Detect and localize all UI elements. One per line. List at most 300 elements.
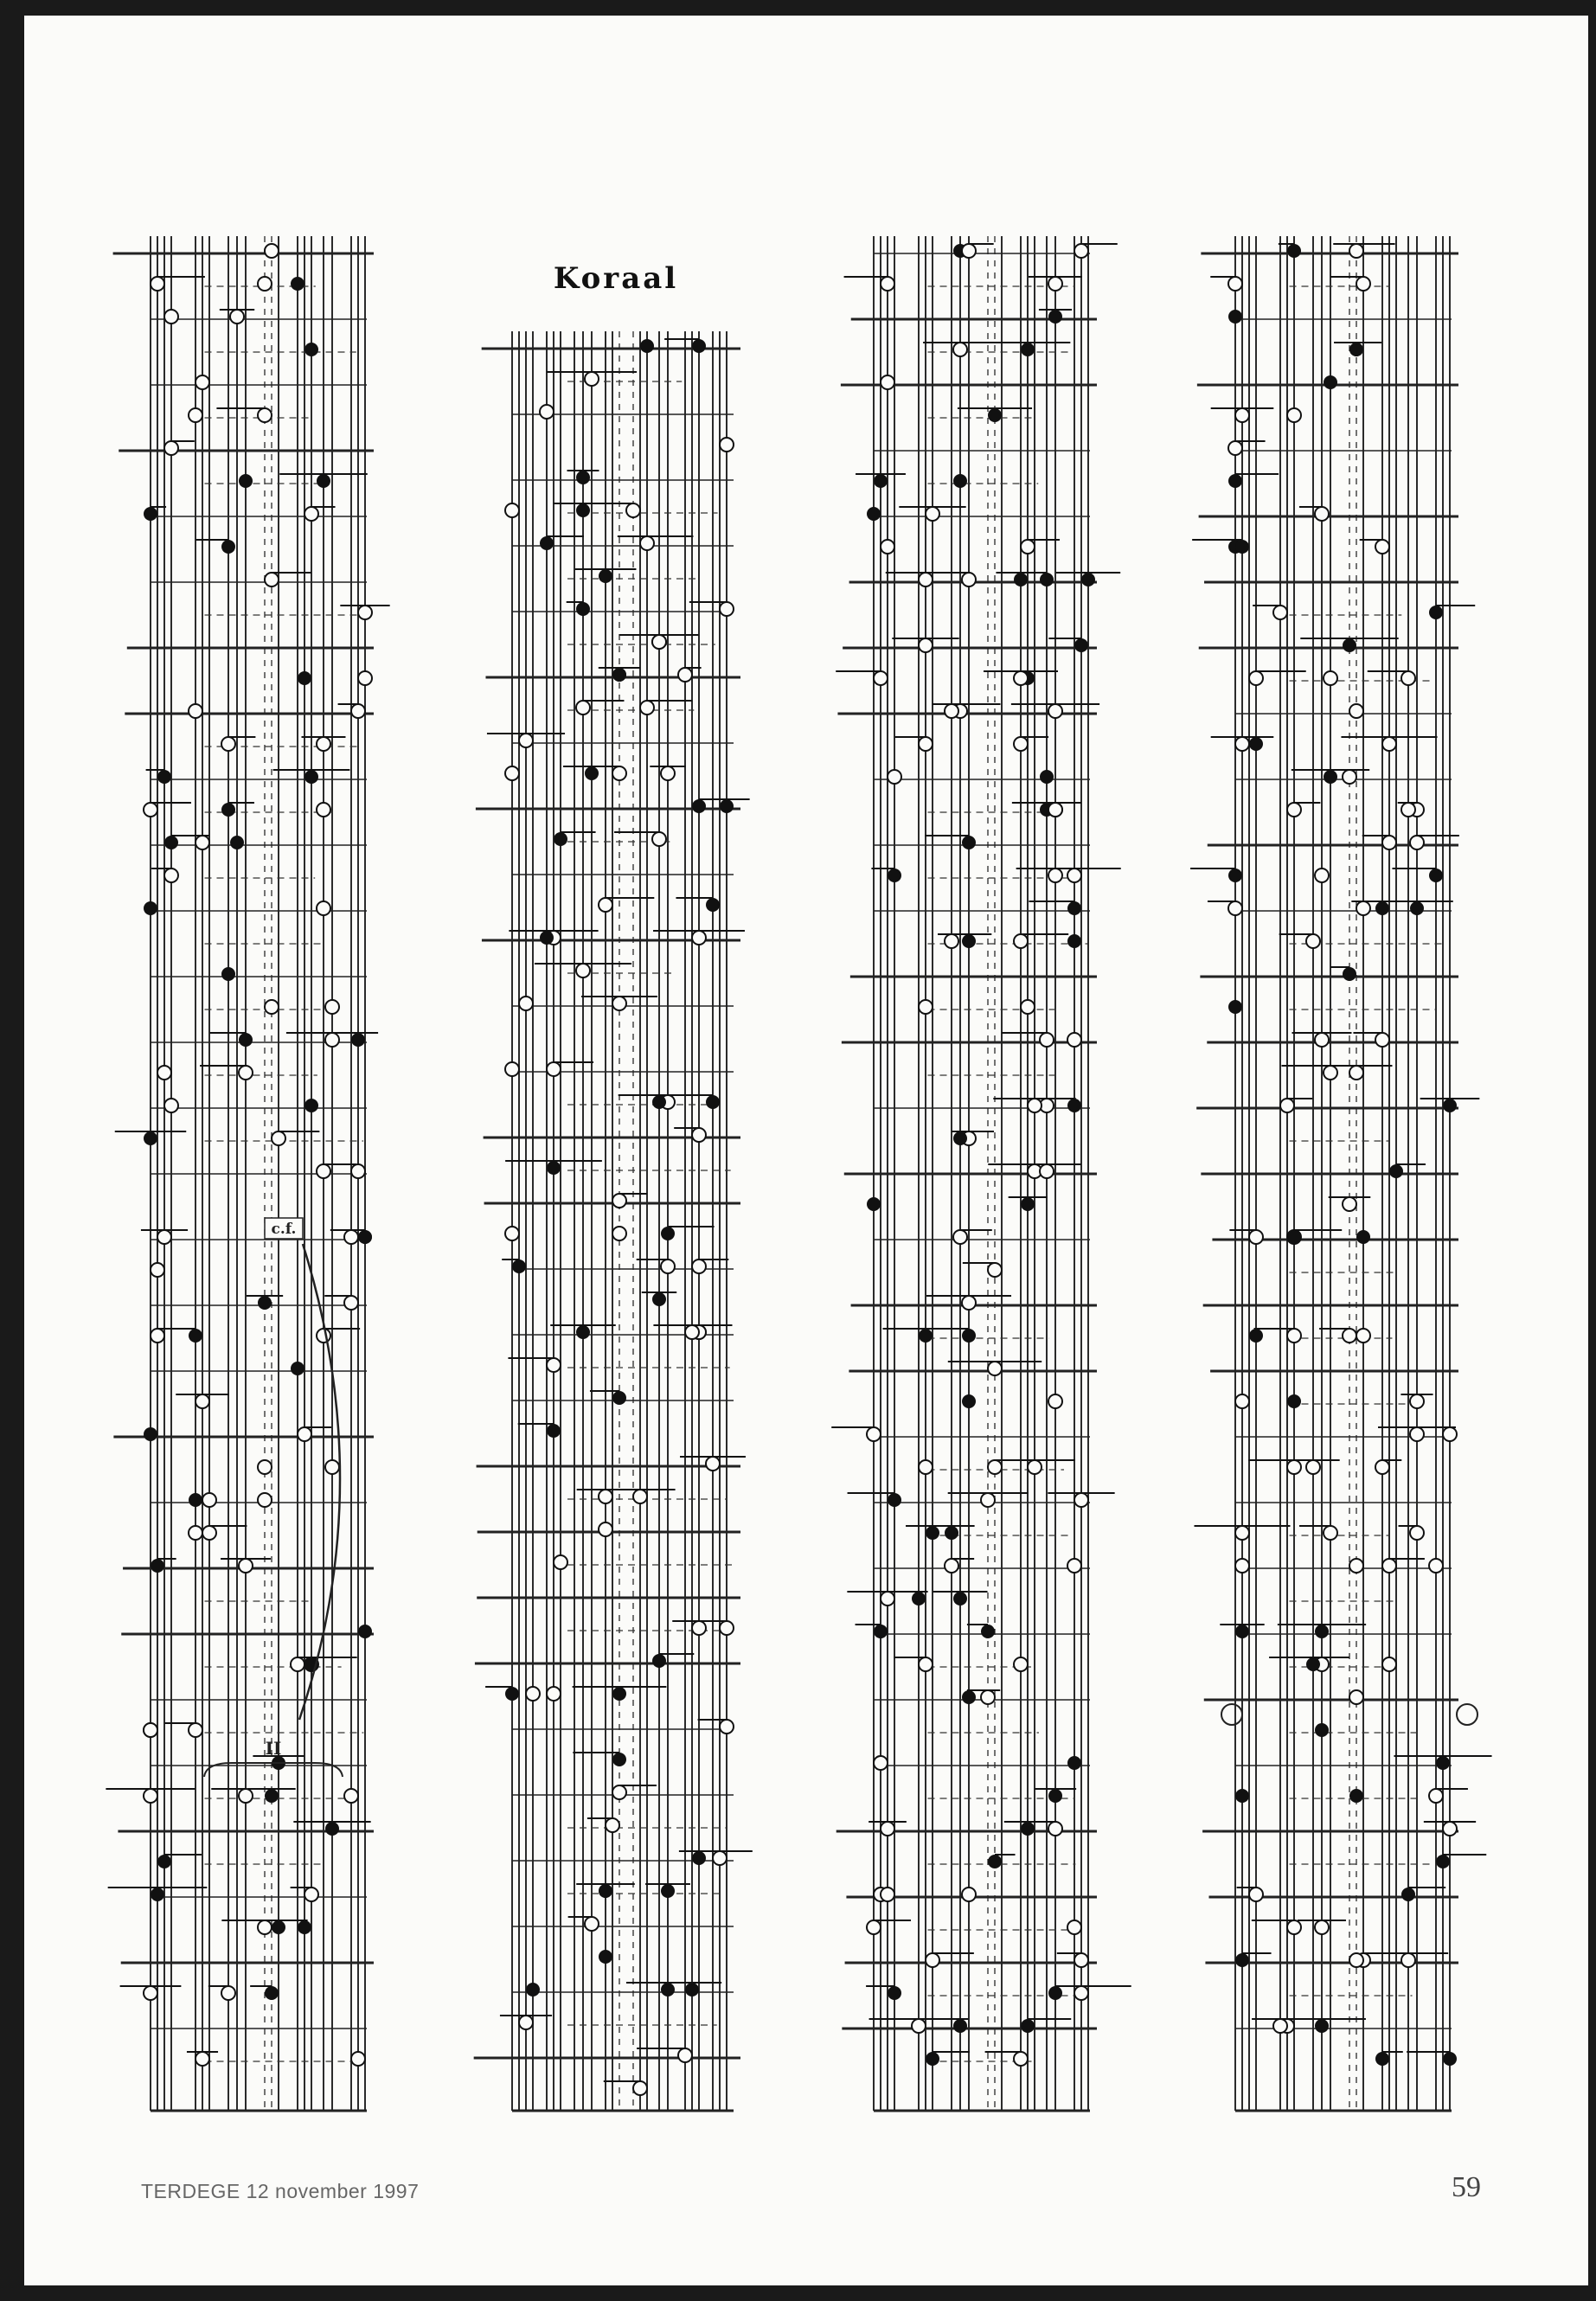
note-black — [945, 1526, 958, 1540]
note-white — [1356, 277, 1370, 291]
note-white — [706, 1457, 720, 1471]
note-black — [540, 536, 554, 550]
fermata-left — [1221, 1704, 1242, 1725]
note-black — [661, 1227, 675, 1240]
note-white — [1249, 671, 1263, 685]
note-white — [1048, 803, 1062, 817]
note-black — [599, 1884, 612, 1898]
note-black — [576, 602, 590, 616]
note-white — [685, 1325, 699, 1339]
note-white — [505, 503, 519, 517]
note-black — [962, 1394, 976, 1408]
note-black — [612, 1687, 626, 1701]
note-white — [881, 375, 894, 389]
note-white — [612, 997, 626, 1010]
note-black — [912, 1592, 926, 1606]
note-white — [1401, 803, 1415, 817]
note-white — [888, 770, 901, 784]
note-white — [953, 1230, 967, 1244]
note-white — [981, 1493, 995, 1507]
note-black — [1349, 1789, 1363, 1803]
note-black — [144, 1131, 157, 1145]
note-white — [1235, 1526, 1249, 1540]
note-white — [1356, 901, 1370, 915]
note-white — [325, 1000, 339, 1014]
note-white — [151, 1263, 164, 1277]
note-white — [1349, 1690, 1363, 1704]
note-white — [1315, 1920, 1329, 1934]
note-black — [1315, 1625, 1329, 1638]
note-white — [1014, 2052, 1028, 2066]
note-white — [164, 1099, 178, 1112]
note-black — [221, 803, 235, 817]
note-white — [945, 1559, 958, 1573]
note-white — [344, 1789, 358, 1803]
note-white — [599, 898, 612, 912]
note-white — [1287, 408, 1301, 422]
note-white — [867, 1427, 881, 1441]
note-black — [1048, 1986, 1062, 2000]
note-white — [585, 1917, 599, 1931]
note-white — [692, 1621, 706, 1635]
note-white — [576, 964, 590, 977]
note-white — [720, 438, 734, 452]
note-white — [164, 441, 178, 455]
note-black — [919, 1329, 933, 1343]
title: Koraal — [553, 261, 679, 296]
note-black — [888, 1986, 901, 2000]
note-white — [1343, 1197, 1356, 1211]
note-white — [1273, 606, 1287, 619]
note-white — [221, 737, 235, 751]
note-white — [505, 1062, 519, 1076]
note-white — [1343, 1329, 1356, 1343]
note-black — [1235, 540, 1249, 554]
note-white — [1048, 868, 1062, 882]
note-white — [272, 1131, 285, 1145]
note-white — [1048, 277, 1062, 291]
note-white — [325, 1033, 339, 1047]
note-white — [945, 934, 958, 948]
note-black — [1429, 606, 1443, 619]
note-white — [1287, 1920, 1301, 1934]
note-white — [988, 1362, 1002, 1375]
note-white — [1429, 1559, 1443, 1573]
note-white — [151, 1329, 164, 1343]
note-white — [1429, 1789, 1443, 1803]
note-black — [576, 503, 590, 517]
note-black — [867, 507, 881, 521]
note-white — [351, 2052, 365, 2066]
note-black — [1021, 2019, 1035, 2033]
note-black — [1389, 1164, 1403, 1178]
note-white — [1324, 1066, 1337, 1080]
note-white — [239, 1789, 253, 1803]
note-black — [554, 832, 567, 846]
note-white — [576, 701, 590, 715]
note-black — [304, 343, 318, 356]
note-black — [221, 540, 235, 554]
note-white — [1273, 2019, 1287, 2033]
note-black — [151, 1559, 164, 1573]
note-black — [1249, 1329, 1263, 1343]
note-black — [962, 934, 976, 948]
note-white — [298, 1427, 311, 1441]
note-white — [1228, 901, 1242, 915]
note-white — [1067, 1920, 1081, 1934]
note-white — [881, 1592, 894, 1606]
note-white — [554, 1555, 567, 1569]
note-white — [692, 931, 706, 945]
note-black — [540, 931, 554, 945]
note-white — [1349, 244, 1363, 258]
note-white — [1443, 1427, 1457, 1441]
note-black — [1324, 770, 1337, 784]
note-white — [1382, 836, 1396, 849]
note-white — [1048, 704, 1062, 718]
note-black — [988, 1855, 1002, 1868]
note-black — [685, 1983, 699, 1997]
note-white — [953, 343, 967, 356]
music-score — [24, 16, 1588, 2285]
note-white — [265, 244, 279, 258]
note-black — [265, 1986, 279, 2000]
note-white — [612, 766, 626, 780]
note-black — [1081, 573, 1095, 586]
note-white — [1324, 1526, 1337, 1540]
note-white — [1287, 803, 1301, 817]
note-white — [962, 573, 976, 586]
note-white — [151, 277, 164, 291]
note-white — [1343, 770, 1356, 784]
note-black — [988, 408, 1002, 422]
note-white — [164, 868, 178, 882]
note-white — [291, 1657, 304, 1671]
note-white — [1315, 868, 1329, 882]
note-black — [1048, 310, 1062, 324]
note-black — [953, 1131, 967, 1145]
note-white — [258, 1493, 272, 1507]
note-black — [1287, 244, 1301, 258]
note-white — [358, 671, 372, 685]
note-black — [599, 1950, 612, 1964]
note-white — [1067, 868, 1081, 882]
note-black — [1228, 868, 1242, 882]
note-black — [1401, 1888, 1415, 1901]
score-page — [24, 16, 1588, 2285]
note-black — [1235, 1625, 1249, 1638]
note-white — [633, 2081, 647, 2095]
note-white — [874, 671, 888, 685]
note-white — [344, 1230, 358, 1244]
note-white — [919, 573, 933, 586]
note-white — [317, 901, 330, 915]
note-white — [1074, 244, 1088, 258]
note-white — [344, 1296, 358, 1310]
note-black — [1375, 901, 1389, 915]
note-white — [633, 1490, 647, 1503]
note-white — [519, 2016, 533, 2029]
note-white — [599, 1522, 612, 1536]
note-white — [919, 1657, 933, 1671]
note-black — [652, 1654, 666, 1668]
note-black — [962, 836, 976, 849]
note-black — [1343, 967, 1356, 981]
note-black — [1306, 1657, 1320, 1671]
note-black — [1375, 2052, 1389, 2066]
note-white — [157, 1230, 171, 1244]
note-white — [919, 638, 933, 652]
note-black — [265, 1789, 279, 1803]
note-white — [1382, 1559, 1396, 1573]
note-black — [304, 1099, 318, 1112]
note-black — [1067, 901, 1081, 915]
note-white — [195, 1394, 209, 1408]
note-white — [867, 1920, 881, 1934]
note-black — [1228, 474, 1242, 488]
note-white — [1375, 540, 1389, 554]
note-white — [221, 1986, 235, 2000]
note-white — [258, 408, 272, 422]
note-black — [1014, 573, 1028, 586]
note-black — [1436, 1756, 1450, 1770]
note-white — [258, 1460, 272, 1474]
note-white — [606, 1818, 619, 1832]
note-black — [661, 1884, 675, 1898]
note-black — [1021, 1197, 1035, 1211]
note-black — [1429, 868, 1443, 882]
note-white — [919, 1460, 933, 1474]
note-white — [678, 2048, 692, 2062]
note-black — [981, 1625, 995, 1638]
note-white — [881, 1888, 894, 1901]
note-white — [189, 1526, 202, 1540]
note-white — [540, 405, 554, 419]
note-black — [1048, 1789, 1062, 1803]
note-white — [1067, 1559, 1081, 1573]
note-white — [919, 737, 933, 751]
note-white — [962, 244, 976, 258]
note-white — [195, 836, 209, 849]
note-black — [144, 507, 157, 521]
note-black — [888, 1493, 901, 1507]
note-white — [1235, 408, 1249, 422]
note-white — [202, 1493, 216, 1507]
note-black — [272, 1920, 285, 1934]
note-white — [547, 1687, 561, 1701]
note-white — [1375, 1460, 1389, 1474]
note-black — [298, 671, 311, 685]
note-black — [1067, 934, 1081, 948]
note-black — [1436, 1855, 1450, 1868]
note-black — [612, 1753, 626, 1766]
note-white — [720, 602, 734, 616]
note-white — [612, 1227, 626, 1240]
note-white — [317, 737, 330, 751]
note-white — [1235, 1394, 1249, 1408]
note-black — [1410, 901, 1424, 915]
note-black — [692, 799, 706, 813]
note-white — [988, 1460, 1002, 1474]
note-white — [358, 606, 372, 619]
note-white — [519, 997, 533, 1010]
note-white — [1028, 1460, 1042, 1474]
note-white — [1382, 737, 1396, 751]
note-black — [585, 766, 599, 780]
note-black — [1315, 2019, 1329, 2033]
note-white — [1021, 540, 1035, 554]
note-black — [230, 836, 244, 849]
note-white — [881, 277, 894, 291]
note-black — [258, 1296, 272, 1310]
note-black — [1228, 310, 1242, 324]
note-black — [221, 967, 235, 981]
note-white — [144, 1723, 157, 1737]
note-black — [1324, 375, 1337, 389]
note-black — [953, 474, 967, 488]
note-white — [505, 1227, 519, 1240]
note-black — [1443, 1099, 1457, 1112]
publication-footer: TERDEGE 12 november 1997 — [141, 2180, 420, 2202]
note-black — [926, 1526, 939, 1540]
note-white — [661, 1259, 675, 1273]
note-white — [505, 766, 519, 780]
note-white — [962, 1888, 976, 1901]
note-black — [1021, 1822, 1035, 1836]
note-white — [713, 1851, 727, 1865]
note-black — [612, 668, 626, 682]
note-black — [547, 1424, 561, 1438]
note-black — [706, 898, 720, 912]
note-white — [1306, 1460, 1320, 1474]
note-black — [164, 836, 178, 849]
note-white — [874, 1756, 888, 1770]
note-white — [1401, 671, 1415, 685]
note-white — [1235, 1559, 1249, 1573]
note-white — [304, 507, 318, 521]
note-white — [585, 372, 599, 386]
note-white — [1324, 671, 1337, 685]
note-white — [919, 1000, 933, 1014]
note-white — [1401, 1953, 1415, 1967]
note-white — [612, 1785, 626, 1799]
note-black — [1287, 1230, 1301, 1244]
note-black — [1349, 343, 1363, 356]
note-black — [888, 868, 901, 882]
note-white — [1048, 1822, 1062, 1836]
note-white — [317, 803, 330, 817]
note-black — [640, 339, 654, 353]
note-black — [953, 2019, 967, 2033]
note-black — [874, 1625, 888, 1638]
note-white — [720, 1621, 734, 1635]
note-black — [358, 1230, 372, 1244]
note-white — [157, 1066, 171, 1080]
note-black — [512, 1259, 526, 1273]
note-black — [953, 1592, 967, 1606]
note-white — [265, 1000, 279, 1014]
note-black — [1249, 737, 1263, 751]
note-black — [547, 1161, 561, 1175]
note-black — [151, 1888, 164, 1901]
note-black — [599, 569, 612, 583]
note-white — [304, 1888, 318, 1901]
note-black — [692, 339, 706, 353]
note-black — [526, 1983, 540, 1997]
note-white — [1287, 1329, 1301, 1343]
note-white — [1410, 1526, 1424, 1540]
note-white — [1067, 1033, 1081, 1047]
note-white — [981, 1690, 995, 1704]
note-white — [189, 704, 202, 718]
note-black — [1040, 573, 1054, 586]
note-white — [317, 1329, 330, 1343]
note-black — [652, 1292, 666, 1306]
note-white — [144, 1986, 157, 2000]
note-white — [661, 766, 675, 780]
note-black — [144, 1427, 157, 1441]
note-white — [239, 1066, 253, 1080]
note-black — [239, 474, 253, 488]
note-black — [962, 1690, 976, 1704]
note-white — [265, 573, 279, 586]
note-black — [1235, 1789, 1249, 1803]
note-black — [1235, 1953, 1249, 1967]
note-white — [1014, 1657, 1028, 1671]
note-white — [1375, 1033, 1389, 1047]
note-white — [1040, 1164, 1054, 1178]
note-white — [1410, 1394, 1424, 1408]
note-black — [692, 1851, 706, 1865]
note-white — [945, 704, 958, 718]
note-black — [505, 1687, 519, 1701]
note-black — [1074, 638, 1088, 652]
note-white — [1349, 1559, 1363, 1573]
note-black — [325, 1822, 339, 1836]
note-white — [144, 1789, 157, 1803]
note-white — [1382, 1657, 1396, 1671]
note-white — [547, 1062, 561, 1076]
note-white — [692, 1128, 706, 1142]
note-white — [720, 1720, 734, 1734]
note-white — [1074, 1953, 1088, 1967]
note-black — [1067, 1099, 1081, 1112]
note-white — [1356, 1329, 1370, 1343]
note-white — [1410, 1427, 1424, 1441]
note-white — [195, 375, 209, 389]
note-black — [1287, 1394, 1301, 1408]
page-number: 59 — [1452, 2171, 1481, 2203]
note-black — [612, 1391, 626, 1405]
note-black — [576, 471, 590, 484]
note-black — [706, 1095, 720, 1109]
note-black — [1040, 770, 1054, 784]
note-white — [626, 503, 640, 517]
note-white — [1228, 441, 1242, 455]
note-black — [576, 1325, 590, 1339]
note-white — [164, 310, 178, 324]
note-black — [652, 1095, 666, 1109]
cf-label: c.f. — [271, 1221, 297, 1238]
note-black — [1228, 1000, 1242, 1014]
note-white — [692, 1259, 706, 1273]
note-white — [1349, 704, 1363, 718]
note-white — [258, 1920, 272, 1934]
note-white — [1074, 1986, 1088, 2000]
note-black — [1067, 1756, 1081, 1770]
note-black — [661, 1983, 675, 1997]
note-black — [291, 1362, 304, 1375]
